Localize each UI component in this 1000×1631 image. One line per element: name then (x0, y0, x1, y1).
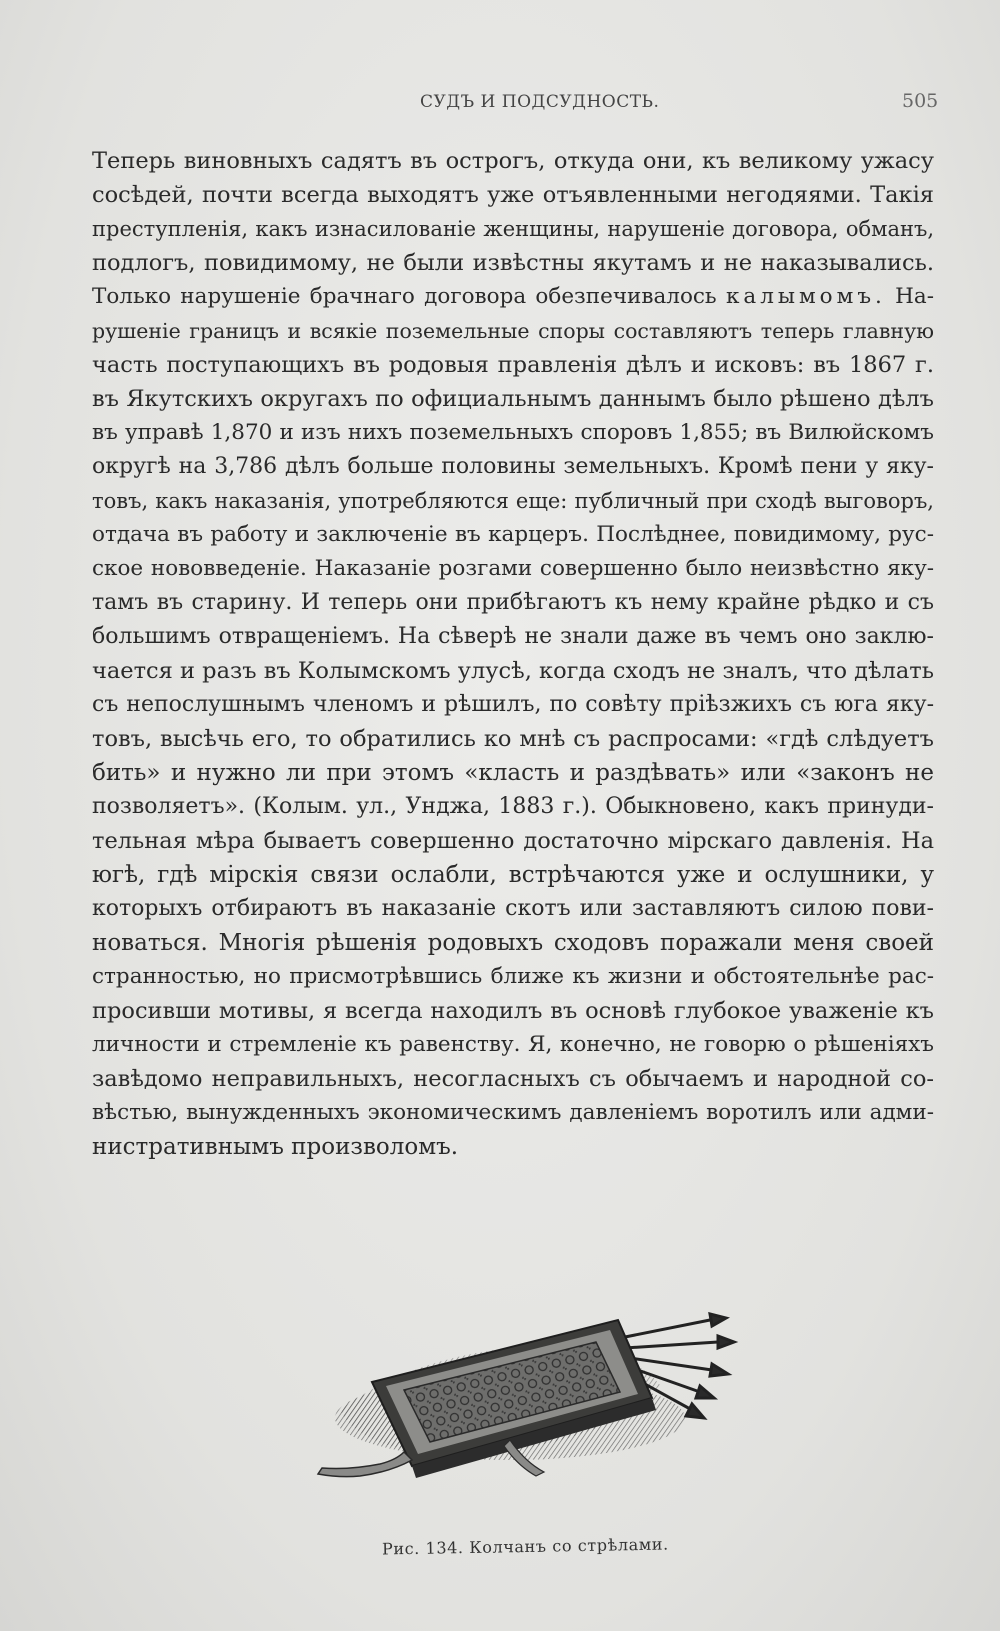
text-line: товъ, какъ наказанія, употребляются еще: публичный при сходѣ выговоръ, (92, 489, 934, 513)
text-segment: На- (895, 284, 934, 309)
text-line: тамъ въ старину. И теперь они прибѣгаютъ къ нему крайне рѣдко и съ (92, 590, 934, 615)
text-line: тельная мѣра бываетъ совершенно достаточно мірскаго давленія. На (92, 828, 934, 854)
text-segment: Только нарушеніе брачнаго договора обезпечивалось (92, 284, 717, 309)
text-line: въ управѣ 1,870 и изъ нихъ поземельныхъ споровъ 1,855; въ Вилюйскомъ (92, 420, 934, 445)
page-number: 505 (902, 90, 939, 112)
text-line: югѣ, гдѣ мірскія связи ослабли, встрѣчаются уже и ослушники, у (92, 862, 934, 888)
figure-caption: Рис. 134. Колчанъ со стрѣлами. (381, 1534, 669, 1559)
text-line: бить» и нужно ли при этомъ «класть и раздѣвать» или «законъ не (92, 760, 934, 786)
body-text (92, 144, 934, 1164)
text-line: чается и разъ въ Колымскомъ улусѣ, когда сходъ не зналъ, что дѣлать (92, 658, 934, 684)
text-line (92, 280, 934, 314)
text-line: странностью, но присмотрѣвшись ближе къ жизни и обстоятельнѣе рас- (92, 964, 934, 989)
text-line: съ непослушнымъ членомъ и рѣшилъ, по совѣту пріѣзжихъ съ юга яку- (92, 692, 934, 717)
text-line: отдача въ работу и заключеніе въ карцеръ. Послѣднее, повидимому, рус- (92, 522, 934, 547)
text-line: въ Якутскихъ округахъ по официальнымъ даннымъ было рѣшено дѣлъ (92, 386, 934, 412)
running-head: СУДЪ И ПОДСУДНОСТЬ. (420, 92, 660, 112)
text-line: личности и стремленіе къ равенству. Я, конечно, не говорю о рѣшеніяхъ (92, 1032, 934, 1057)
text-line: новаться. Многія рѣшенія родовыхъ сходовъ поражали меня своей (92, 930, 934, 956)
text-line: большимъ отвращеніемъ. На сѣверѣ не знали даже въ чемъ оно заклю- (92, 624, 934, 649)
text-line: завѣдомо неправильныхъ, несогласныхъ съ обычаемъ и народной со- (92, 1066, 934, 1092)
text-line: преступленія, какъ изнасилованіе женщины, нарушеніе договора, обманъ, (92, 217, 934, 241)
quiver-with-arrows-icon (300, 1290, 740, 1480)
text-line: товъ, высѣчь его, то обратились ко мнѣ съ распросами: «гдѣ слѣдуетъ (92, 726, 934, 752)
emphasized-term: калымомъ. (725, 284, 886, 309)
text-line: просивши мотивы, я всегда находилъ въ основѣ глубокое уваженіе къ (92, 998, 934, 1024)
text-line: позволяетъ». (Колым. ул., Унджа, 1883 г.). Обыкновено, какъ принуди- (92, 794, 934, 819)
text-line: часть поступающихъ въ родовыя правленія дѣлъ и исковъ: въ 1867 г. (92, 352, 934, 378)
text-line: которыхъ отбираютъ въ наказаніе скотъ или заставляютъ силою пови- (92, 896, 934, 921)
text-line: Теперь виновныхъ садятъ въ острогъ, откуда они, къ великому ужасу (92, 148, 934, 174)
text-line: подлогъ, повидимому, не были извѣстны якутамъ и не наказывались. (92, 250, 934, 276)
text-line: сосѣдей, почти всегда выходятъ уже отъявленными негодяями. Такія (92, 182, 934, 208)
text-line: вѣстью, вынужденныхъ экономическимъ давленіемъ воротилъ или адми- (92, 1100, 934, 1125)
quiver-illustration (300, 1290, 740, 1480)
text-line: рушеніе границъ и всякіе поземельные споры составляютъ теперь главную (92, 319, 934, 343)
text-line: округѣ на 3,786 дѣлъ больше половины земельныхъ. Кромѣ пени у яку- (92, 454, 934, 479)
text-line: ское нововведеніе. Наказаніе розгами совершенно было неизвѣстно яку- (92, 556, 934, 581)
text-line: нистративнымъ произволомъ. (92, 1134, 459, 1160)
